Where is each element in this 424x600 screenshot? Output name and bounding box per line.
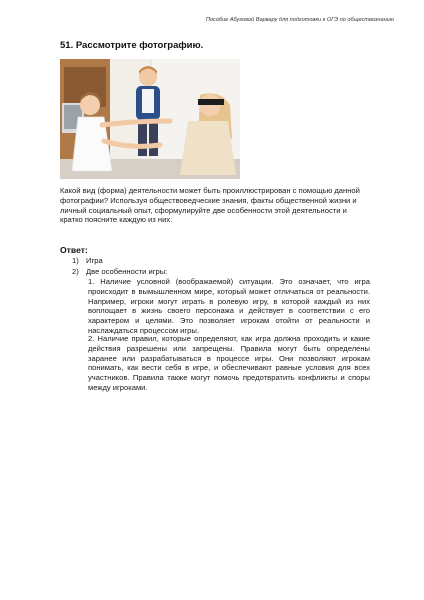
list-number: 2) bbox=[72, 267, 79, 276]
answer-paragraph-1: 1. Наличие условной (воображаемой) ситуации. Это означает, что игра происходит в вымышленном мире, который может отличаться от реальности. Например, игроки могут играть в ролевую игру, в которой каждый из них воплощает в жизнь своего персонажа и действует в соответствии с его характером и целями. Это позволяет игрокам отойти от реальности и наслаждаться процессом игры. bbox=[88, 277, 370, 335]
photo-illustration bbox=[60, 59, 240, 179]
running-header: Пособие Абуговой Варвару для подготовки к ОГЭ по обществознанию bbox=[205, 17, 394, 23]
list-text: Игра bbox=[86, 256, 103, 265]
list-text: Две особенности игры: bbox=[86, 267, 168, 276]
task-title: 51. Рассмотрите фотографию. bbox=[60, 40, 204, 51]
children-playing-photo bbox=[60, 59, 240, 179]
task-question: Какой вид (форма) деятельности может быть проиллюстрирован с помощью данной фотографии? Используя обществоведческие знания, факты общественной жизни и личный социальный опыт, сформулируйте две особенности этой деятельности и кратко поясните каждую из них. bbox=[60, 186, 360, 225]
answer-heading: Ответ: bbox=[60, 245, 88, 255]
list-number: 1) bbox=[72, 256, 79, 265]
answer-paragraph-2: 2. Наличие правил, которые определяют, как игра должна проходить и какие действия разрешены или запрещены. Правила могут быть определены заранее или разрабатываться в процессе игры. Они позволяют игрокам понимать, как вести себя в игре, и обеспечивают равные условия для всех участников. Правила также могут помочь предотвратить конфликты и споры между игроками. bbox=[88, 334, 370, 392]
